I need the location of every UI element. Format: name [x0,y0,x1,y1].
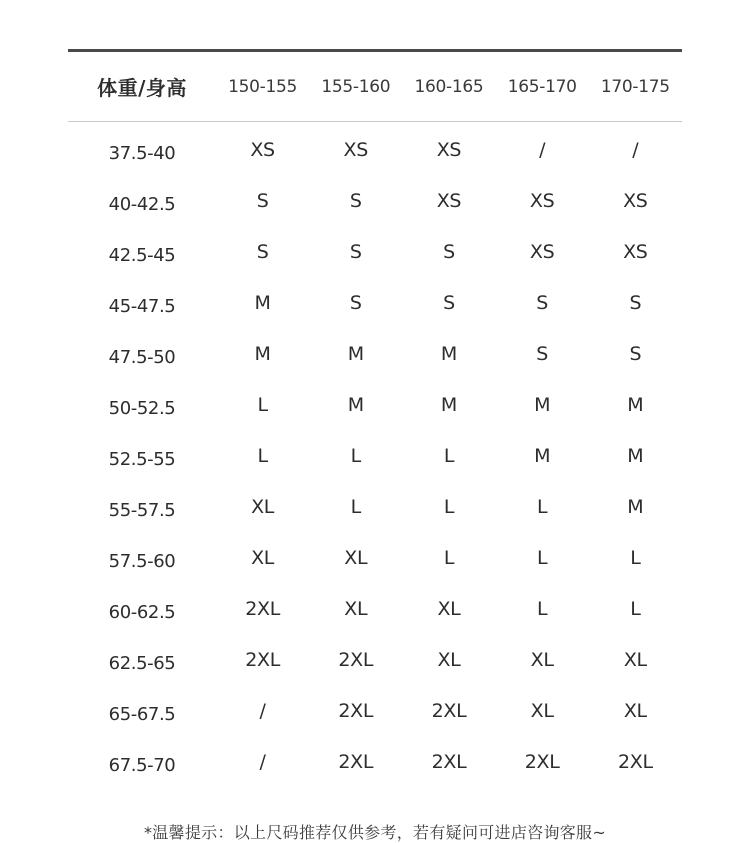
table-body [68,124,682,787]
size-cell: / [632,138,639,161]
size-cell: XS [623,240,648,263]
weight-label: 40-42.5 [108,194,176,215]
size-cell: L [443,495,455,518]
size-cell: S [349,291,362,314]
size-cell: / [539,138,546,161]
size-cell: 2XL [524,750,560,773]
size-cell: S [349,240,362,263]
size-cell: XL [530,648,554,671]
size-cell: L [537,546,548,569]
table-row [68,583,682,634]
size-cell: S [536,342,549,365]
size-cell: XL [437,597,461,620]
size-cell: L [257,393,268,416]
table-row [68,226,682,277]
weight-label: 65-67.5 [108,704,176,725]
size-cell: S [629,342,642,365]
size-cell: L [443,546,455,569]
size-cell: M [254,291,271,314]
weight-label: 57.5-60 [108,551,176,572]
size-cell: 2XL [431,750,467,773]
weight-label: 47.5-50 [108,347,176,368]
height-header: 150-155 [228,76,298,97]
height-header: 155-160 [321,76,391,97]
size-cell: M [627,393,644,416]
size-cell: XL [623,699,647,722]
size-cell: M [347,342,364,365]
corner-label-weight-height: 体重/身高 [97,76,187,100]
size-cell: 2XL [617,750,653,773]
size-cell: XS [436,138,462,161]
size-cell: / [259,699,266,722]
weight-label: 45-47.5 [108,296,176,317]
table-row [68,328,682,379]
table-row [68,736,682,787]
weight-label: 37.5-40 [108,143,176,164]
table-row [68,685,682,736]
size-cell: L [630,546,641,569]
size-cell: XS [436,189,462,212]
height-header: 160-165 [414,76,484,97]
size-cell: L [257,444,268,467]
weight-label: 67.5-70 [108,755,176,776]
size-cell: XL [251,546,275,569]
size-cell: L [350,495,361,518]
table-row [68,481,682,532]
weight-label: 50-52.5 [108,398,176,419]
size-cell: M [440,393,458,416]
weight-label: 42.5-45 [108,245,176,266]
size-chart-table [68,49,682,787]
size-cell: XL [623,648,647,671]
size-cell: S [256,189,269,212]
size-cell: L [350,444,361,467]
size-cell: XL [344,597,368,620]
table-row [68,175,682,226]
size-tip-footnote: *温馨提示：以上尺码推荐仅供参考，若有疑问可进店咨询客服~ [143,823,607,842]
size-cell: S [256,240,269,263]
size-cell: XL [437,648,461,671]
size-cell: M [440,342,458,365]
size-cell: XS [250,138,275,161]
size-cell: 2XL [245,648,280,671]
size-cell: S [349,189,362,212]
size-cell: 2XL [245,597,280,620]
size-cell: XS [343,138,369,161]
weight-label: 52.5-55 [108,449,176,470]
size-cell: L [537,597,548,620]
table-row [68,124,682,175]
table-row [68,277,682,328]
table-row [68,532,682,583]
size-cell: M [254,342,271,365]
table-row [68,634,682,685]
size-cell: S [629,291,642,314]
size-cell: XS [623,189,648,212]
size-cell: 2XL [431,699,467,722]
size-cell: S [536,291,549,314]
size-cell: L [443,444,455,467]
size-cell: XL [344,546,368,569]
size-cell: M [627,495,644,518]
size-cell: S [443,291,455,314]
size-cell: XS [529,189,555,212]
weight-label: 55-57.5 [108,500,176,521]
size-cell: M [347,393,364,416]
table-row [68,430,682,481]
height-header: 165-170 [507,76,577,97]
size-cell: 2XL [338,750,374,773]
size-cell: XL [530,699,554,722]
size-cell: L [537,495,548,518]
size-cell: M [627,444,644,467]
size-cell: / [259,750,266,773]
size-cell: M [534,393,551,416]
size-cell: 2XL [338,648,374,671]
size-cell: L [630,597,641,620]
table-row [68,379,682,430]
weight-label: 62.5-65 [108,653,176,674]
size-cell: XL [251,495,275,518]
size-cell: XS [529,240,555,263]
header-row [68,52,682,122]
size-cell: S [443,240,455,263]
height-header: 170-175 [600,76,670,97]
size-cell: 2XL [338,699,374,722]
size-cell: M [534,444,551,467]
weight-label: 60-62.5 [108,602,176,623]
